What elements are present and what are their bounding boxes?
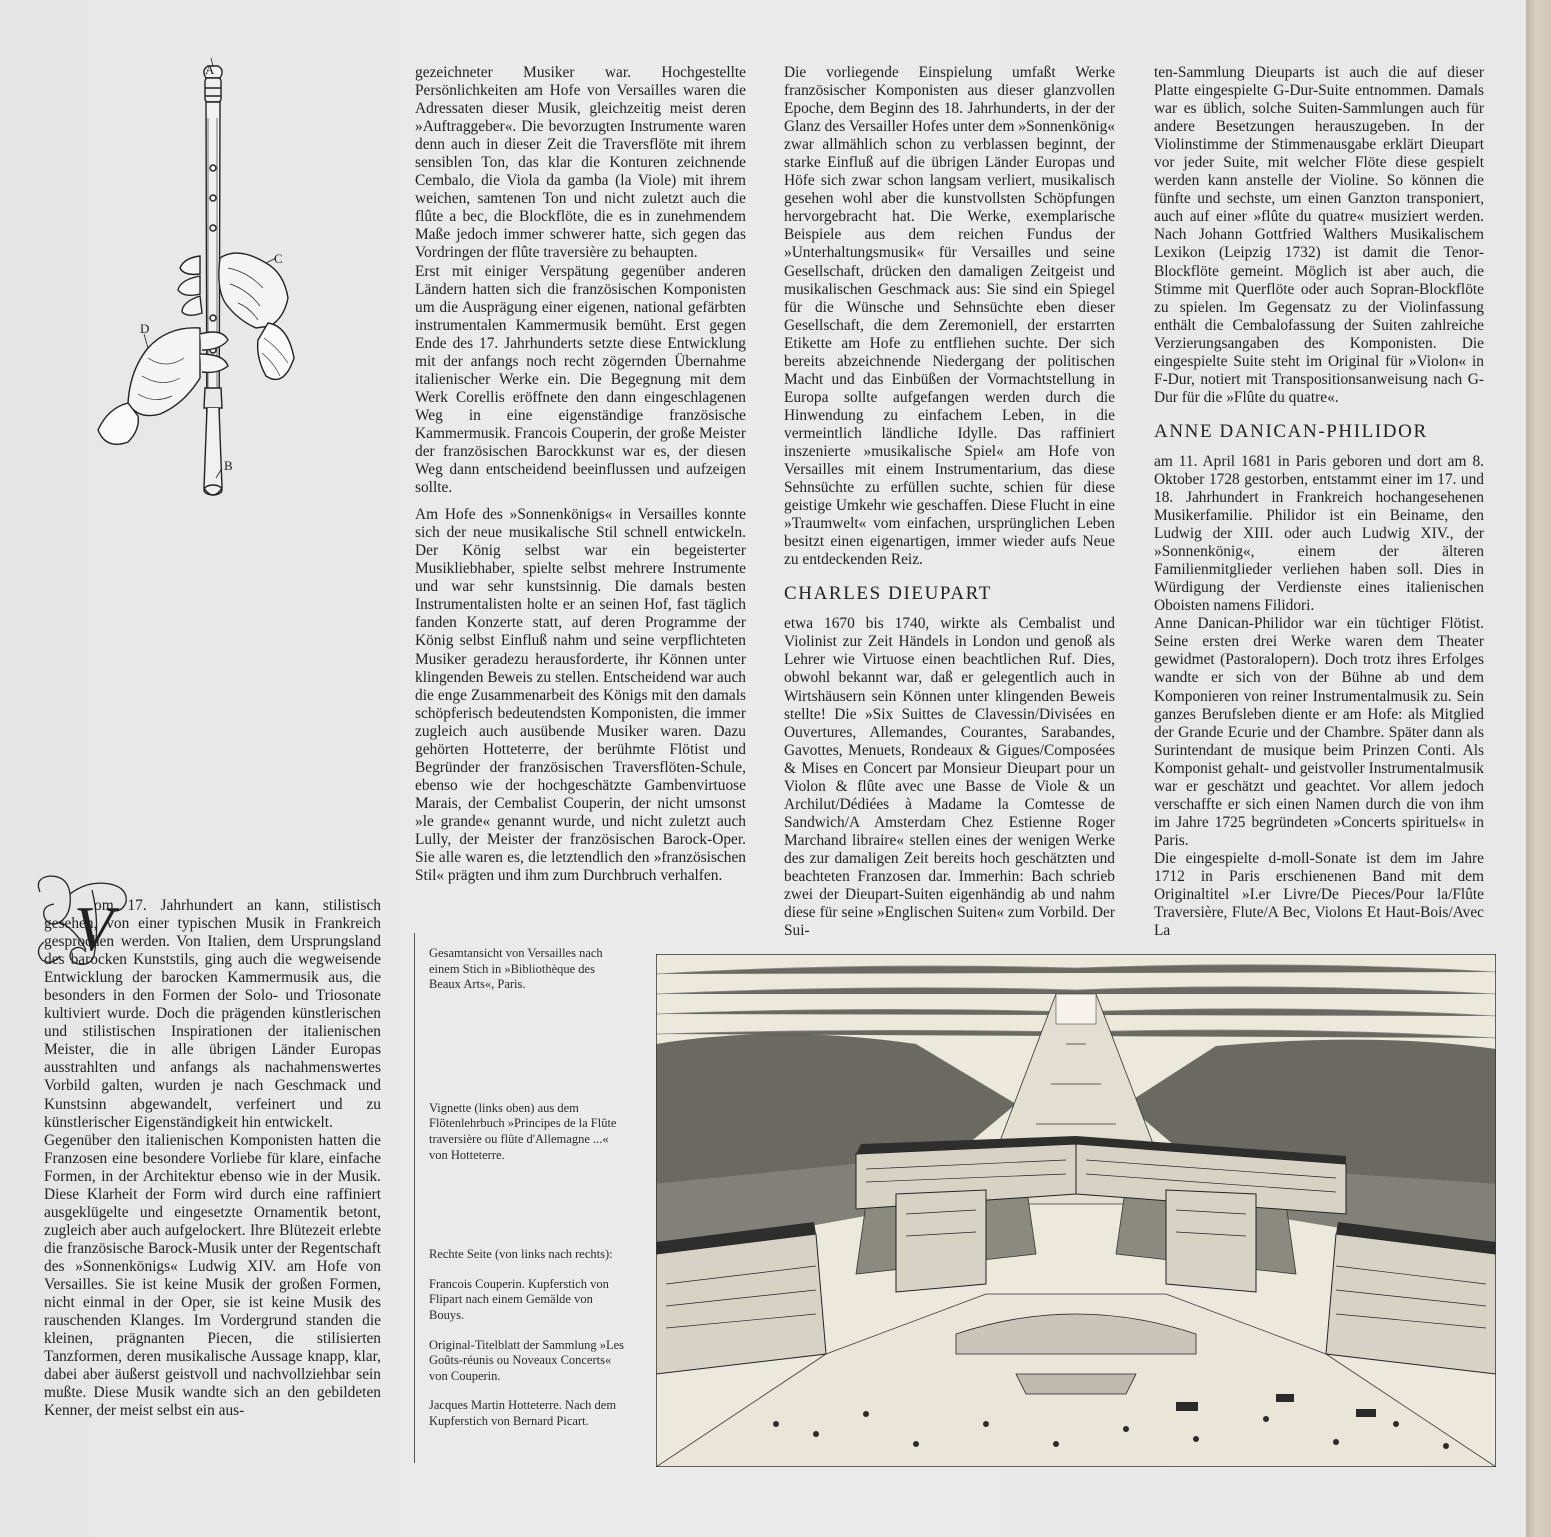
- sleeve-spine-edge: [1526, 0, 1551, 1537]
- paragraph: Gegenüber den italienischen Komponisten hatten die Franzosen eine besondere Vorliebe für klare, einfache Formen, in der Architektur ebenso wie in der Musik. Diese Klarheit der Form wird durch eine raffiniert ausgeklügelte und eingesetzte Ornamentik betont, zugleich aber auch aufgelockert. Ihre Blütezeit erlebte die französische Barock-Musik unter der Regentschaft des »Sonnenkönigs« Ludwig XIV. am Hofe von Versailles. Sie ist keine Musik der großen Formen, nicht einmal in der Oper, sie ist keine Musik des rauschenden Klanges. Im Vordergrund standen die kleinen, prägnanten Piecen, die stilisierten Tanzformen, deren musikalische Aussage knapp, klar, dabei aber äußerst geistvoll und nachvollziehbar sein mußte. Diese Musik wandte sich an den gebildeten Kenner, der meist selbst ein aus-: [44, 1131, 381, 1420]
- text-column-3: [784, 64, 1115, 940]
- flute-label-a: A: [205, 62, 215, 77]
- paragraph: gezeichneter Musiker war. Hochgestellte Persönlichkeiten am Hofe von Versailles waren die Adressaten dieser Musik, gleichzeitig meist deren »Auftraggeber«. Die bevorzugten Instrumente waren denn auch in dieser Zeit die Traversflöte mit ihrem sensiblen Ton, das klar die Konturen zeichnende Cembalo, die Viola da gamba (la Viole) mit ihrem weichen, samtenen Ton und nicht zuletzt auch die flûte a bec, die Blockflöte, die es in zunehmendem Maße jedoch immer schwerer hatte, sich gegen das Vordringen der flûte traversière zu behaupten.: [415, 64, 746, 262]
- flute-label-d: D: [140, 321, 150, 336]
- section-heading-philidor: ANNE DANICAN-PHILIDOR: [1154, 420, 1428, 442]
- paragraph: Erst mit einiger Verspätung gegenüber anderen Ländern hatten sich die französischen Komponisten um die Ausprägung einer eigenen, national gefärbten instrumentalen Kammermusik bemüht. Erst gegen Ende des 17. Jahrhunderts setzte diese Entwicklung mit der anfangs noch recht zögernden Übernahme italienischer Werke ein. Die Begegnung mit dem Werk Corellis eröffnete den dann eingeschlagenen Weg in eine eigenständige französische Kammermusik. Francois Couperin, der große Meister der französischen Barockkunst war es, der diesen Weg dann entscheidend beeinflussen und aufzeigen sollte.: [415, 262, 746, 497]
- section-heading-dieupart: CHARLES DIEUPART: [784, 583, 992, 605]
- flute-hands-vignette: [88, 58, 298, 518]
- caption-couperin: Francois Couperin. Kupferstich von Flipart nach einem Gemälde von Bouys.: [429, 1276, 609, 1322]
- text-column-1: [44, 897, 381, 1420]
- paragraph: am 11. April 1681 in Paris geboren und dort am 8. Oktober 1728 gestorben, entstammt einer im 17. und 18. Jahrhundert in Frankreich hochangesehenen Musikerfamilie. Philidor ist ein Beiname, den Ludwig der XIII. oder auch Ludwig XIV., der »Sonnenkönig«, einem der älteren Familienmitglieder verliehen haben soll. Dies in Würdigung der Verdienste eines italienischen Oboisten namens Filidori.: [1154, 452, 1484, 615]
- text-column-2: [415, 64, 746, 885]
- caption-versailles: Gesamtansicht von Versailles nach einem Stich in »Bibliothèque des Beaux Arts«, Paris.: [429, 946, 603, 992]
- paragraph: Die vorliegende Einspielung umfaßt Werke französischer Komponisten aus dieser glanzvollen Epoche, dem Beginn des 18. Jahrhunderts, in der der Glanz des Versailler Hofes unter dem »Sonnenkönig« zwar allmählich schon zu verblassen beginnt, der starke Einfluß auf die übrigen Länder Europas und Höfe sich zwar schon langsam verliert, musikalisch gesehen wohl aber die kunstvollsten Schöpfungen hervorgebracht hat. Die Werke, exemplarische Beispiele aus dem reichen Fundus der »Unterhaltungsmusik« für Versailles und seine Gesellschaft, drücken den damaligen Zeitgeist und musikalischen Geschmack aus: Sie sind ein Spiegel für die Wünsche und Sehnsüchte eben dieser Gesellschaft, die dem Zeremoniell, der erstarrten Etikette am Hofe zu entfliehen suchte. Der sich bereits abzeichnende Niedergang der politischen Macht und das Einbüßen der Vormachtstellung in Europa sollte aufgefangen werden durch die Hinwendung zu einfachem Leben, in die vermeintlich ländliche Idylle. Das raffiniert inszenierte »musikalische Spiel« am Hofe von Versailles mit einem Instrumentarium, das diese Sehnsüchte zu erfüllen suchte, schien für diese geistige Umkehr wie geschaffen. Diese Flucht in eine »Traumwelt« vom einfachen, ursprünglichen Leben besitzt einen eigenartigen, immer wieder aufs Neue zu entdeckenden Reiz.: [784, 64, 1115, 569]
- image-captions: [429, 946, 629, 1430]
- paragraph: ten-Sammlung Dieuparts ist auch die auf dieser Platte eingespielte G-Dur-Suite entnommen. Damals war es üblich, solche Suiten-Sammlungen auch für andere Besetzungen herauszugeben. In der Violinstimme der Stimmenausgabe erklärt Dieupart vor jeder Suite, mit welcher Flöte diese gespielt werden kann anstelle der Violine. So können die fünfte und sechste, um einen Ganzton transponiert, auch auf einer »flûte du quatre« musiziert werden. Nach Johann Gottfried Walthers Musikalischem Lexikon (Leipzig 1732) ist damit die Tenor-Blockflöte gemeint. Möglich ist aber auch, die Stimme mit Querflöte oder auch Sopran-Blockflöte zu spielen. Im Gegensatz zu der Violinfassung enthält die Cembalofassung der Suiten zahlreiche Verzierungsangaben des Komponisten. Die eingespielte Suite steht im Original für »Violon« in F-Dur, notiert mit Transpositionsanweisung nach G-Dur für die »Flûte du quatre«.: [1154, 64, 1484, 406]
- flute-label-c: C: [274, 251, 283, 266]
- paragraph: etwa 1670 bis 1740, wirkte als Cembalist und Violinist zur Zeit Händels in London und genoß als Lehrer wie Virtuose einen beachtlichen Ruf. Dies, obwohl bekannt war, daß er gelegentlich auch in Wirtshäusern sein Können unter klingenden Beweis stellte! Die »Six Suittes de Clavessin/Divisées en Ouvertures, Allemandes, Courantes, Sarabandes, Gavottes, Menuets, Rondeaux & Gigues/Composées & Mises en Concert par Monsieur Dieupart pour un Violon & flûte avec une Basse de Viole & un Archilut/Dédiées à Madame la Comtesse de Sandwich/A Amsterdam Chez Estienne Roger Marchand libraire« stellen eines der wenigen Werke des zur damaligen Zeit bereits hoch geschätzten und beachteten Franzosen dar. Immerhin: Bach schrieb zwei der Dieupart-Suiten eigenhändig ab und nahm diese für seine »Englischen Suiten« zum Vorbild. Der Sui-: [784, 615, 1115, 940]
- caption-divider-line: [414, 933, 415, 1463]
- paragraph: Am Hofe des »Sonnenkönigs« in Versailles konnte sich der neue musikalische Stil schnell entwickeln. Der König selbst war ein begeisterter Musikliebhaber, spielte selbst mehrere Instrumente und war sehr kunstsinnig. Die damals besten Instrumentalisten holte er an seinen Hof, fast täglich fanden Konzerte statt, auf deren Programme der König selbst Einfluß nahm und seine verpflichteten Musiker geradezu herausforderte, ihr Können unter klingenden Beweis zu stellen. Entscheidend war auch die enge Zusammenarbeit des Königs mit den damals schöpferisch bedeutendsten Komponisten, die immer zugleich auch ausübende Musiker waren. Dazu gehörten Hotteterre, der berühmte Flötist und Begründer der französischen Traversflöten-Schule, ebenso wie der hochgeschätzte Gambenvirtuose Marais, der Cembalist Couperin, der nicht umsonst »le grande« genannt wurde, und nicht zuletzt auch Lully, der Meister der französischen Barock-Oper. Sie alle waren es, die letztendlich den »französischen Stil« prägten und ihm zum Durchbruch verhalfen.: [415, 506, 746, 885]
- caption-hotteterre: Jacques Martin Hotteterre. Nach dem Kupferstich von Bernard Picart.: [429, 1398, 617, 1428]
- paragraph: Anne Danican-Philidor war ein tüchtiger Flötist. Seine ersten drei Werke waren dem Theater gewidmet (Pastoralopern). Doch trotz ihres Erfolges wandte er sich von der Bühne ab und dem Komponieren von reiner Instrumentalmusik zu. Sein ganzes Berufsleben diente er am Hofe: als Mitglied der Grande Ecurie und der Chambre. Später dann als Surintendant de musique beim Prinzen Conti. Als Komponist gehalt- und geistvoller Instrumentalmusik war er geschätzt und geachtet. Vor allem jedoch verschaffte er sich einen Namen durch die von ihm im Jahre 1725 begründeten »Concerts spirituels« in Paris.: [1154, 615, 1484, 849]
- dropcap-letter: V: [74, 893, 114, 964]
- caption-right-page: Rechte Seite (von links nach rechts):: [429, 1247, 613, 1262]
- text-column-4: [1154, 64, 1484, 940]
- caption-title-page: Original-Titelblatt der Sammlung »Les Goûts-réunis ou Noveaux Concerts« von Couperin.: [429, 1337, 625, 1383]
- paragraph: Die eingespielte d-moll-Sonate ist dem im Jahre 1712 in Paris erschienenen Band mit dem Originaltitel »I.er Livre/De Pieces/Pour la/Flûte Traversière, Flute/A Bec, Violons Et Haut-Bois/Avec La: [1154, 849, 1484, 940]
- versailles-engraving-image: [656, 954, 1496, 1467]
- caption-vignette: Vignette (links oben) aus dem Flötenlehrbuch »Principes de la Flûte traversière ou flûte d'Allemagne ...« von Hotteterre.: [429, 1100, 617, 1162]
- paragraph: om 17. Jahrhundert an kann, stilistisch gesehen, von einer typischen Musik in Frankreich gesprochen werden. Von Italien, dem Ursprungsland des barocken Kunststils, ging auch die wegweisende Entwicklung der barocken Kammermusik aus, die besonders in den Formen der Solo- und Triosonate kultiviert wurde. Doch die prägenden künstlerischen und stilistischen Inspirationen der italienischen Meister, die in alle übrigen Länder Europas ausstrahlten und anfangs als nachahmenswertes Vorbild galten, wurden je nach Geschmack und Kunstsinn abgewandelt, verfeinert und zu künstlerischer Eigenständigkeit hin entwickelt.: [44, 897, 381, 1131]
- flute-label-b: B: [224, 458, 233, 473]
